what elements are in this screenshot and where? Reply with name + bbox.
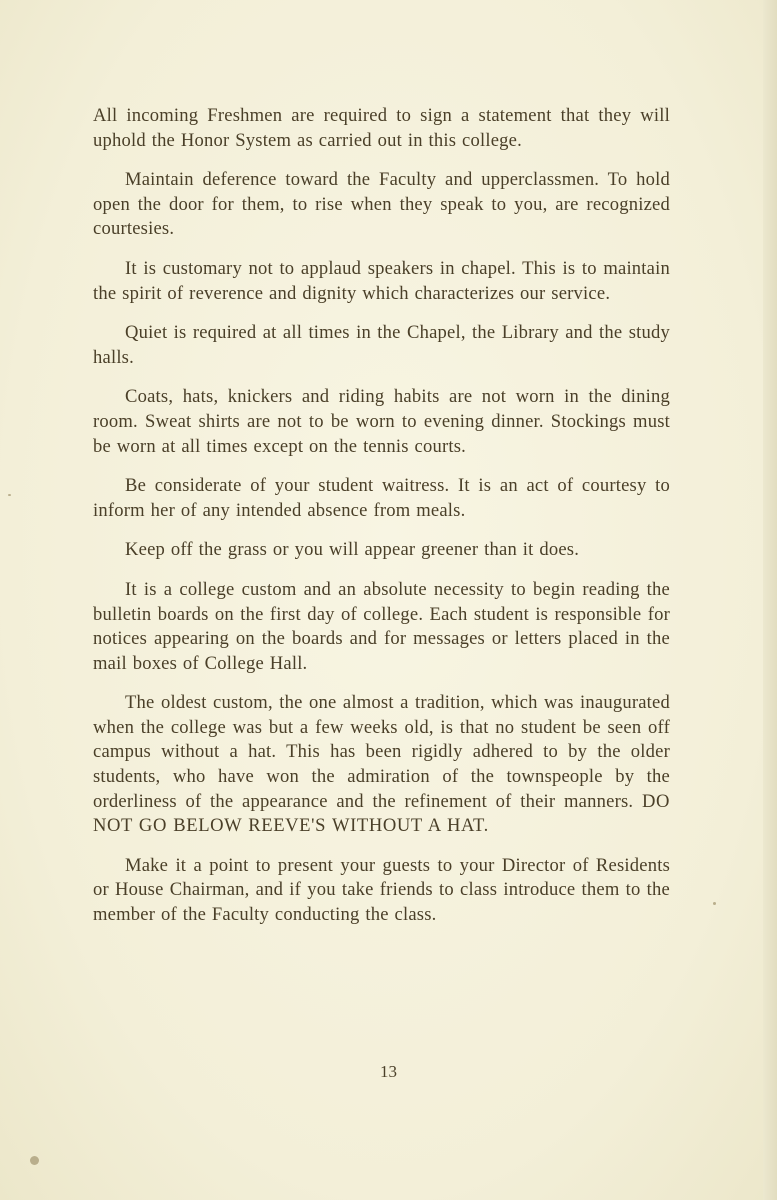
page-number: 13 [380,1062,397,1081]
body-text [93,104,670,943]
page-edge [763,0,777,1200]
paper-speck [8,494,11,496]
paragraph-chapel-applause: It is customary not to applaud speakers in chapel. This is to maintain the spirit of reverence and dignity which characterizes our service. [93,257,670,304]
hat-custom-emphasis: DO NOT GO BELOW REEVE'S WITHOUT A HAT. [93,790,670,837]
paragraph-dress-code: Coats, hats, knickers and riding habits are not worn in the dining room. Sweat shirts are not to be worn to evening dinner. Stockings must be worn at all times except on the tennis courts. [93,386,670,457]
paragraph-honor-system: All incoming Freshmen are required to sign a statement that they will uphold the Honor System as carried out in this college. [93,105,670,151]
paragraph-guests: Make it a point to present your guests to your Director of Residents or House Chairman, and if you take friends to class introduce them to the member of the Faculty conducting the class. [93,854,670,926]
paragraph-bulletin-boards: It is a college custom and an absolute necessity to begin reading the bulletin boards on the first day of college. Each student is responsible for notices appearing on the boards and for messages or letters placed in the mail boxes of College Hall. [93,578,670,674]
paper-speck [30,1156,39,1165]
paragraph-hat-custom [93,691,670,839]
hat-custom-text: The oldest custom, the one almost a tradition, which was inaugurated when the college was but a few weeks old, is that no student be seen off campus without a hat. This has been rigidly adhered to by the older students, who have won the admiration of the townspeople by the orderliness of the appearance and the refinement of their manners. [93,692,670,812]
paragraph-waitress: Be considerate of your student waitress. It is an act of courtesy to inform her of any intended absence from meals. [93,475,670,521]
paragraph-deference: Maintain deference toward the Faculty and upperclassmen. To hold open the door for them, to rise when they speak to you, are recognized courtesies. [93,169,670,240]
paragraph-quiet: Quiet is required at all times in the Chapel, the Library and the study halls. [93,322,670,368]
paper-speck [713,902,716,905]
paragraph-grass: Keep off the grass or you will appear greener than it does. [125,539,580,561]
